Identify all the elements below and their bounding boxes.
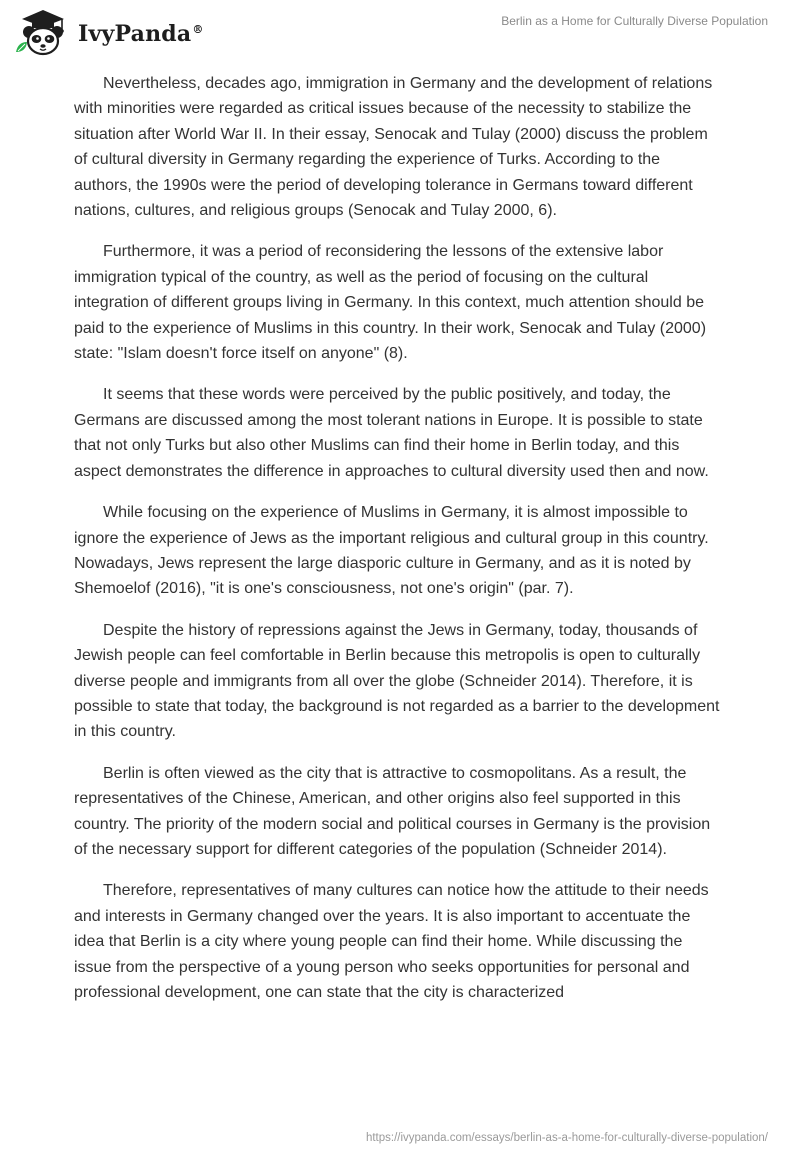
paragraph: Nevertheless, decades ago, immigration in Germany and the development of relations with minorities were regarded as critical issues because of the necessity to stabilize the situation after World War II. In their essay, Senocak and Tulay (2000) discuss the problem of cultural diversity in Germany regarding the experience of Turks. According to the authors, the 1990s were the period of developing tolerance in Germans toward different nations, cultures, and religious groups (Senocak and Tulay 2000, 6).	[74, 75, 713, 220]
paragraph: Therefore, representatives of many cultures can notice how the attitude to their needs and interests in Germany changed over the years. It is also important to accentuate the idea that Berlin is a city where young people can find their home. While discussing the issue from the perspective of a young person who seeks opportunities for personal and professional development, one can state that the city is characterized	[74, 882, 709, 1001]
paragraph: Despite the history of repressions against the Jews in Germany, today, thousands of Jewish people can feel comfortable in Berlin because this metropolis is open to culturally diverse people and immigrants from all over the globe (Schneider 2014). Therefore, it is possible to state that today, the background is not regarded as a barrier to the development in this country.	[74, 621, 720, 741]
paragraph: Furthermore, it was a period of reconsidering the lessons of the extensive labor immigration typical of the country, as well as the period of focusing on the cultural integration of different groups living in Germany. In this context, much attention should be paid to the experience of Muslims in this country. In their work, Senocak and Tulay (2000) state: "Islam doesn't force itself on anyone" (8).	[74, 243, 707, 363]
brand-logo[interactable]	[14, 8, 204, 58]
registered-mark: ®	[192, 22, 204, 36]
essay-body	[74, 71, 722, 1021]
paragraph: Berlin is often viewed as the city that is attractive to cosmopolitans. As a result, the representatives of the Chinese, American, and other origins also feel supported in this country. The priority of the modern social and political courses in Germany is the provision of the necessary support for different categories of the population (Schneider 2014).	[74, 764, 711, 858]
paragraph: It seems that these words were perceived by the public positively, and today, the Germans are discussed among the most tolerant nations in Europe. It is possible to state that not only Turks but also other Muslims can find their home in Berlin today, and this aspect demonstrates the difference in approaches to cultural diversity used then and now.	[74, 386, 709, 480]
panda-graduate-icon	[14, 8, 72, 58]
brand-name: IvyPanda®	[78, 21, 204, 47]
document-title: Berlin as a Home for Culturally Diverse Population	[501, 14, 768, 28]
source-url[interactable]: https://ivypanda.com/essays/berlin-as-a-home-for-culturally-diverse-population/	[365, 1132, 768, 1144]
paragraph: While focusing on the experience of Muslims in Germany, it is almost impossible to ignore the experience of Jews as the important religious and cultural group in this country. Nowadays, Jews represent the large diasporic culture in Germany, and as it is noted by Shemoelof (2016), "it is one's consciousness, not one's origin" (par. 7).	[74, 504, 709, 598]
page-header	[0, 0, 800, 70]
